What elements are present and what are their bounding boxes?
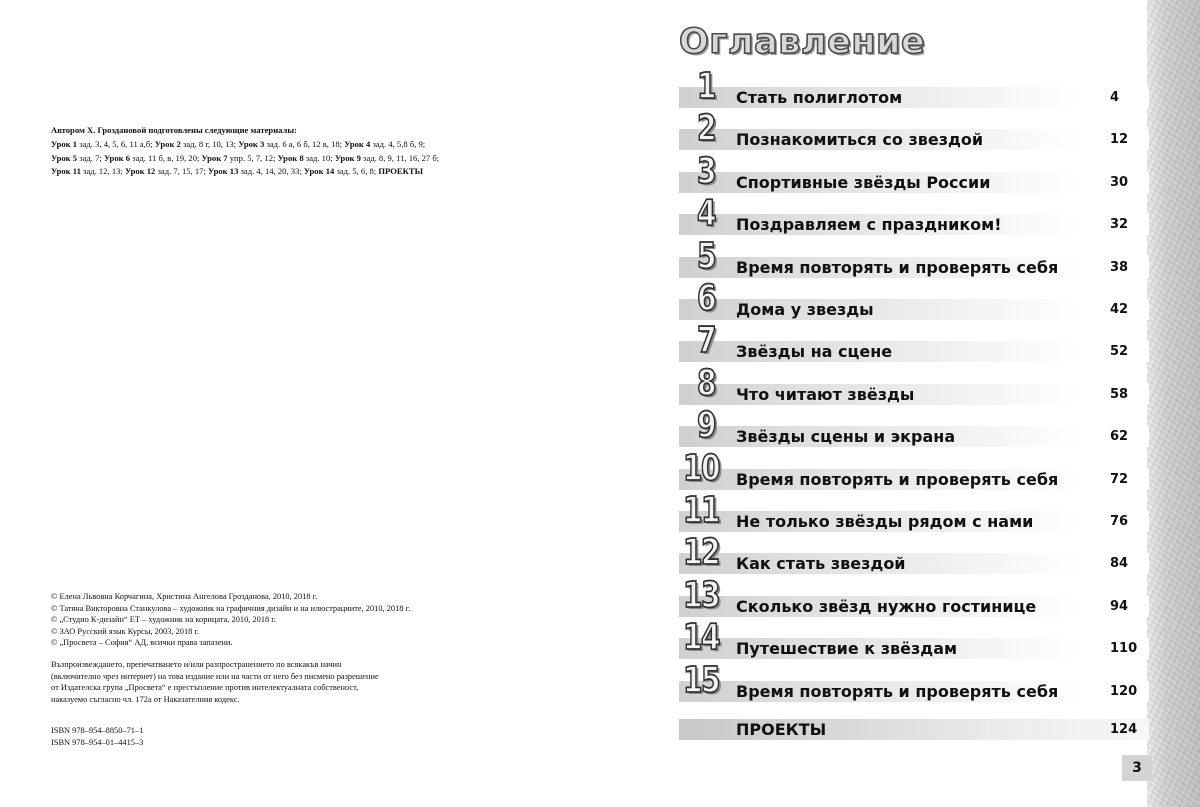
lesson-number: 14 [683, 617, 719, 659]
toc-entry-label: Путешествие к звёздам [736, 639, 958, 659]
spacer [51, 705, 571, 715]
toc-entry-label: Как стать звездой [736, 554, 906, 574]
toc-entry[interactable] [679, 66, 1149, 108]
lesson-tasks: зад. 8, 9, 11, 16, 27 б; [360, 152, 440, 163]
lesson-tasks: зад. 6 а, 6 б, 12 в, 18; [264, 139, 345, 150]
toc-entry[interactable] [679, 363, 1149, 405]
lesson-tasks: зад. 10; [303, 152, 335, 163]
toc-entry-page: 94 [1110, 598, 1129, 614]
credits-heading: Автором Х. Гроздановой подготовлены следующие материалы: [51, 125, 297, 135]
rights-notice [51, 659, 571, 705]
author-credits [51, 124, 551, 178]
toc-entry-label: Звёзды сцены и экрана [736, 427, 956, 447]
lesson-number: 2 [697, 108, 715, 150]
copyright-lines [51, 591, 571, 649]
toc-entry-label: Не только звёзды рядом с нами [736, 512, 1034, 531]
lesson-name: Урок 9 [334, 152, 361, 163]
toc-entry-page: 84 [1110, 556, 1129, 572]
credits-line [51, 165, 551, 178]
page-number: 3 [1122, 755, 1152, 781]
toc-entry-page: 76 [1110, 514, 1129, 529]
copyright-line: © Татяна Викторовна Станкулова – художник на графичния дизайн и на илюстрациите, 2010, 2018 г. [51, 603, 411, 613]
credits-line [51, 152, 551, 165]
copyright-line: © „Просвета – София“ АД, всички права запазени. [51, 638, 233, 648]
toc-entry-label: Дома у звезды [736, 300, 874, 319]
toc-entry-page: 120 [1110, 683, 1138, 699]
toc-entry[interactable] [679, 490, 1149, 532]
isbn-line: ISBN 978–954–8850–71–1 [51, 726, 144, 736]
lesson-number: 11 [683, 490, 719, 531]
toc-entry[interactable] [679, 617, 1149, 659]
lesson-name: Урок 14 [303, 165, 335, 176]
rights-line: (включително чрез интернет) на това издание или на части от него без писмено разрешение [51, 671, 379, 681]
toc-entry-label: ПРОЕКТЫ [736, 720, 827, 739]
lesson-name: Урок 7 [201, 152, 228, 163]
lesson-tasks: зад. 4, 14, 20, 33; [238, 165, 304, 176]
toc-entry-page: 124 [1110, 722, 1138, 737]
toc-entry-page: 42 [1110, 302, 1129, 317]
lesson-number: 6 [697, 278, 715, 319]
page-edge-texture [1147, 0, 1200, 807]
toc-entry-label: Поздравляем с праздником! [736, 215, 1002, 235]
lesson-number: 12 [683, 532, 719, 574]
toc-entry[interactable] [679, 320, 1149, 362]
lesson-name: Урок 12 [124, 165, 156, 176]
lesson-number: 13 [683, 574, 719, 616]
lesson-name: Урок 3 [238, 139, 265, 150]
toc-entry-page: 38 [1110, 259, 1129, 275]
toc-entry-label: Познакомиться со звездой [736, 130, 984, 150]
lesson-number: 10 [683, 447, 719, 489]
lesson-name: Урок 1 [51, 139, 78, 150]
spacer [51, 649, 571, 659]
lesson-tasks: зад. 3, 4, 5, 6, 11 а,б; [77, 139, 155, 150]
toc-entry-label: Звёзды на сцене [736, 342, 893, 362]
lesson-name: Урок 6 [103, 152, 131, 163]
lesson-name: Урок 8 [277, 152, 304, 163]
toc-entry-page: 72 [1110, 471, 1129, 487]
rights-line: наказуемо съгласно чл. 172а от Наказателния кодекс. [51, 694, 240, 704]
copyright-line: © Елена Львовна Корчагина, Христина Ангелова Грозданова, 2010, 2018 г. [51, 592, 318, 601]
lesson-number: 5 [697, 235, 715, 277]
lesson-tasks: зад. 5, 6, 8; [334, 165, 379, 176]
toc-entry-label: Спортивные звёзды России [736, 172, 991, 192]
toc-entry[interactable] [679, 448, 1149, 490]
toc-entry-label: Сколько звёзд нужно гостинице [736, 596, 1037, 616]
toc-title: Оглавление [679, 22, 926, 62]
toc-entry-page: 62 [1110, 429, 1129, 445]
toc-entry[interactable] [679, 108, 1149, 150]
isbn-line: ISBN 978–954–01–4415–3 [51, 737, 144, 747]
lesson-name: Урок 2 [154, 139, 181, 150]
toc-entry-page: 4 [1110, 90, 1120, 105]
toc-entry-label: Стать полиглотом [736, 88, 903, 107]
toc-entry-page: 52 [1110, 344, 1129, 360]
rights-line: Възпроизвеждането, препечатването и/или разпространението по всякакъв начин [51, 659, 342, 669]
toc-entry-page: 58 [1110, 386, 1129, 402]
lesson-tasks: зад. 4, 5,8 б, 9; [370, 139, 426, 150]
toc-entry[interactable] [679, 405, 1149, 447]
credits-lines [51, 138, 551, 178]
toc-entry[interactable] [679, 532, 1149, 574]
lesson-tasks: зад. 12, 13; [80, 165, 125, 176]
lesson-number: 4 [697, 193, 715, 235]
copyright-line: © „Студио К-дизайн“ ЕТ – художник на корицата, 2010, 2018 г. [51, 615, 276, 625]
toc-entry-page: 30 [1110, 174, 1129, 190]
lesson-tasks: упр. 5, 7, 12; [227, 152, 278, 163]
spacer [51, 715, 571, 725]
lesson-number: 8 [697, 362, 715, 404]
lesson-name: Урок 4 [344, 139, 371, 150]
toc-entry-label: Время повторять и проверять себя [736, 469, 1059, 489]
toc-entry[interactable] [679, 660, 1149, 702]
toc-entry-label: Время повторять и проверять себя [736, 257, 1059, 277]
copyright-block [51, 591, 571, 749]
toc-entry[interactable] [679, 151, 1149, 193]
rights-line: от Издателска група „Просвета“ е престъпление против интелектуалната собственост, [51, 683, 359, 693]
toc-entry[interactable] [679, 236, 1149, 278]
lesson-tasks: зад. 11 б, в, 19, 20; [130, 152, 202, 163]
lesson-name: Урок 5 [51, 152, 78, 163]
lesson-number: 7 [697, 320, 715, 362]
lesson-number: 9 [697, 405, 715, 447]
lesson-tasks: зад. 7, 15, 17; [155, 165, 208, 176]
lesson-tasks: зад. 8 г, 10, 13; [180, 139, 239, 150]
toc-entry[interactable] [679, 193, 1149, 235]
lesson-number: 3 [697, 150, 715, 192]
toc-entry[interactable] [679, 575, 1149, 617]
toc-entry-projects[interactable] [679, 719, 1149, 740]
lesson-name: ПРОЕКТЫ [378, 165, 424, 176]
credits-line [51, 138, 551, 151]
copyright-line: © ЗАО Русский язык Курсы, 2003, 2018 г. [51, 626, 200, 636]
toc-entry-label: Что читают звёзды [736, 384, 915, 404]
toc-entry[interactable] [679, 278, 1149, 320]
isbn-block [51, 725, 571, 748]
lesson-name: Урок 13 [208, 165, 239, 176]
toc-entry-page: 32 [1110, 217, 1129, 233]
lesson-number: 1 [697, 66, 715, 107]
toc-entry-page: 110 [1110, 641, 1138, 657]
lesson-name: Урок 11 [51, 165, 81, 176]
lesson-number: 15 [683, 659, 719, 701]
lesson-tasks: зад. 7; [77, 152, 104, 163]
toc-entry-label: Время повторять и проверять себя [736, 681, 1059, 701]
toc-entry-page: 12 [1110, 132, 1129, 148]
